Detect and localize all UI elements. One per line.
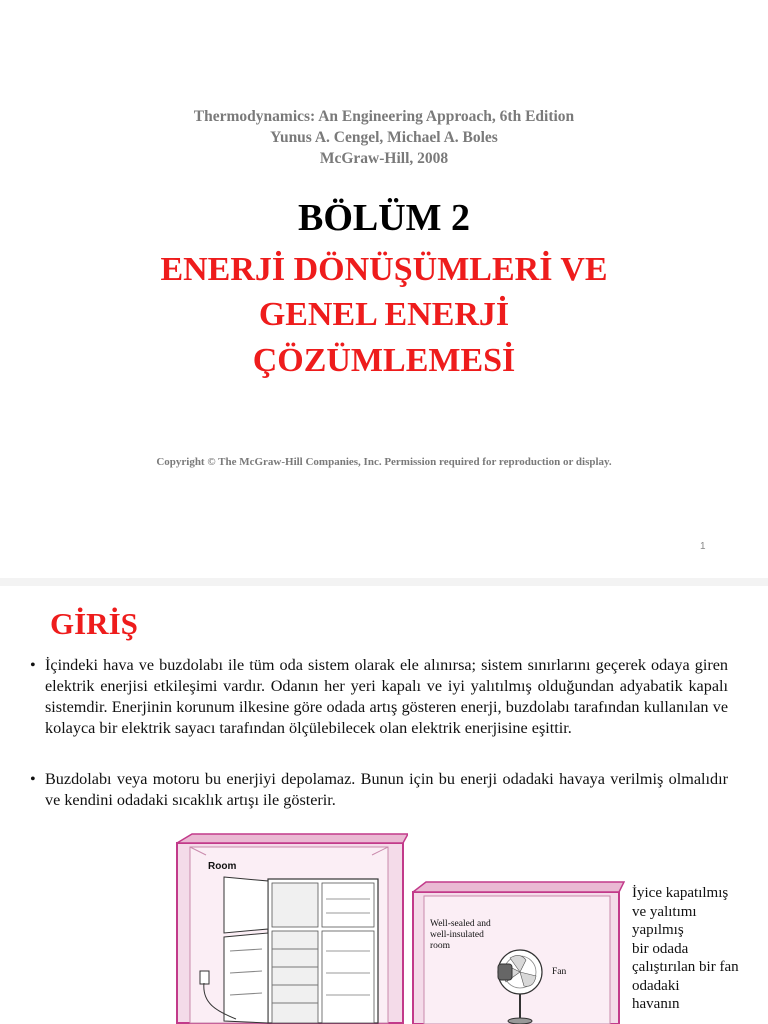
chapter-title-line-2: GENEL ENERJİ xyxy=(258,296,510,333)
section-heading: GİRİŞ xyxy=(50,606,138,641)
fan-label: Fan xyxy=(552,967,567,977)
bullet-text: Buzdolabı veya motoru bu enerjiyi depolamaz. Bunun için bu enerji odadaki havaya verilmiş olmalıdır ve kendini odadaki sıcaklık artışı ile gösterir. xyxy=(45,770,728,809)
book-publisher: McGraw-Hill, 2008 xyxy=(319,150,449,167)
bullet-text: İçindeki hava ve buzdolabı ile tüm oda sistem olarak ele alınırsa; sistem sınırlarını geçerek odaya giren elektrik enerjisi etkileşimi vardır. Odanın her yeri kapalı ve iyi yalıtılmış olduğundan adyabatik kapalı sistemdir. Enerjinin korunum ilkesine göre odada artış gösteren enerji, buzdolabı tarafından kullanılan ve kolayca bir elektrik sayacı tarafından ölçülebilecek olan elektrik enerjisine eşittir. xyxy=(45,656,728,737)
sealed-room-label-3: room xyxy=(430,941,451,951)
sealed-room-label-2: well-insulated xyxy=(430,930,484,940)
chapter-number: BÖLÜM 2 xyxy=(297,197,471,239)
copyright-notice: Copyright © The McGraw-Hill Companies, Inc. Permission required for reproduction or display. xyxy=(156,456,612,468)
caption-line: yapılmış xyxy=(632,922,684,938)
sealed-room-label-1: Well-sealed and xyxy=(430,919,491,929)
page-number: 1 xyxy=(700,541,706,552)
caption-line: havanın xyxy=(632,996,680,1012)
sealed-room-fan-figure xyxy=(412,880,625,1024)
caption-line: çalıştırılan bir fan xyxy=(632,959,739,975)
bullet-item xyxy=(30,769,728,811)
room-refrigerator-figure xyxy=(176,833,408,1024)
bullet-dot: • xyxy=(30,770,36,788)
figure-caption xyxy=(632,884,762,1014)
bullet-item xyxy=(30,655,728,739)
bullet-dot: • xyxy=(30,656,36,674)
caption-line: odadaki xyxy=(632,977,680,994)
slide-separator xyxy=(0,578,768,586)
chapter-title-line-3: ÇÖZÜMLEMESİ xyxy=(252,342,516,379)
caption-line: ve yalıtımı xyxy=(632,903,697,920)
room-label: Room xyxy=(208,861,237,872)
book-title: Thermodynamics: An Engineering Approach, 6th Edition xyxy=(193,108,575,125)
book-authors: Yunus A. Cengel, Michael A. Boles xyxy=(270,129,498,146)
caption-line: bir odada xyxy=(632,940,689,957)
caption-line: İyice kapatılmış xyxy=(632,885,729,901)
chapter-title-line-1: ENERJİ DÖNÜŞÜMLERİ VE xyxy=(160,251,608,288)
